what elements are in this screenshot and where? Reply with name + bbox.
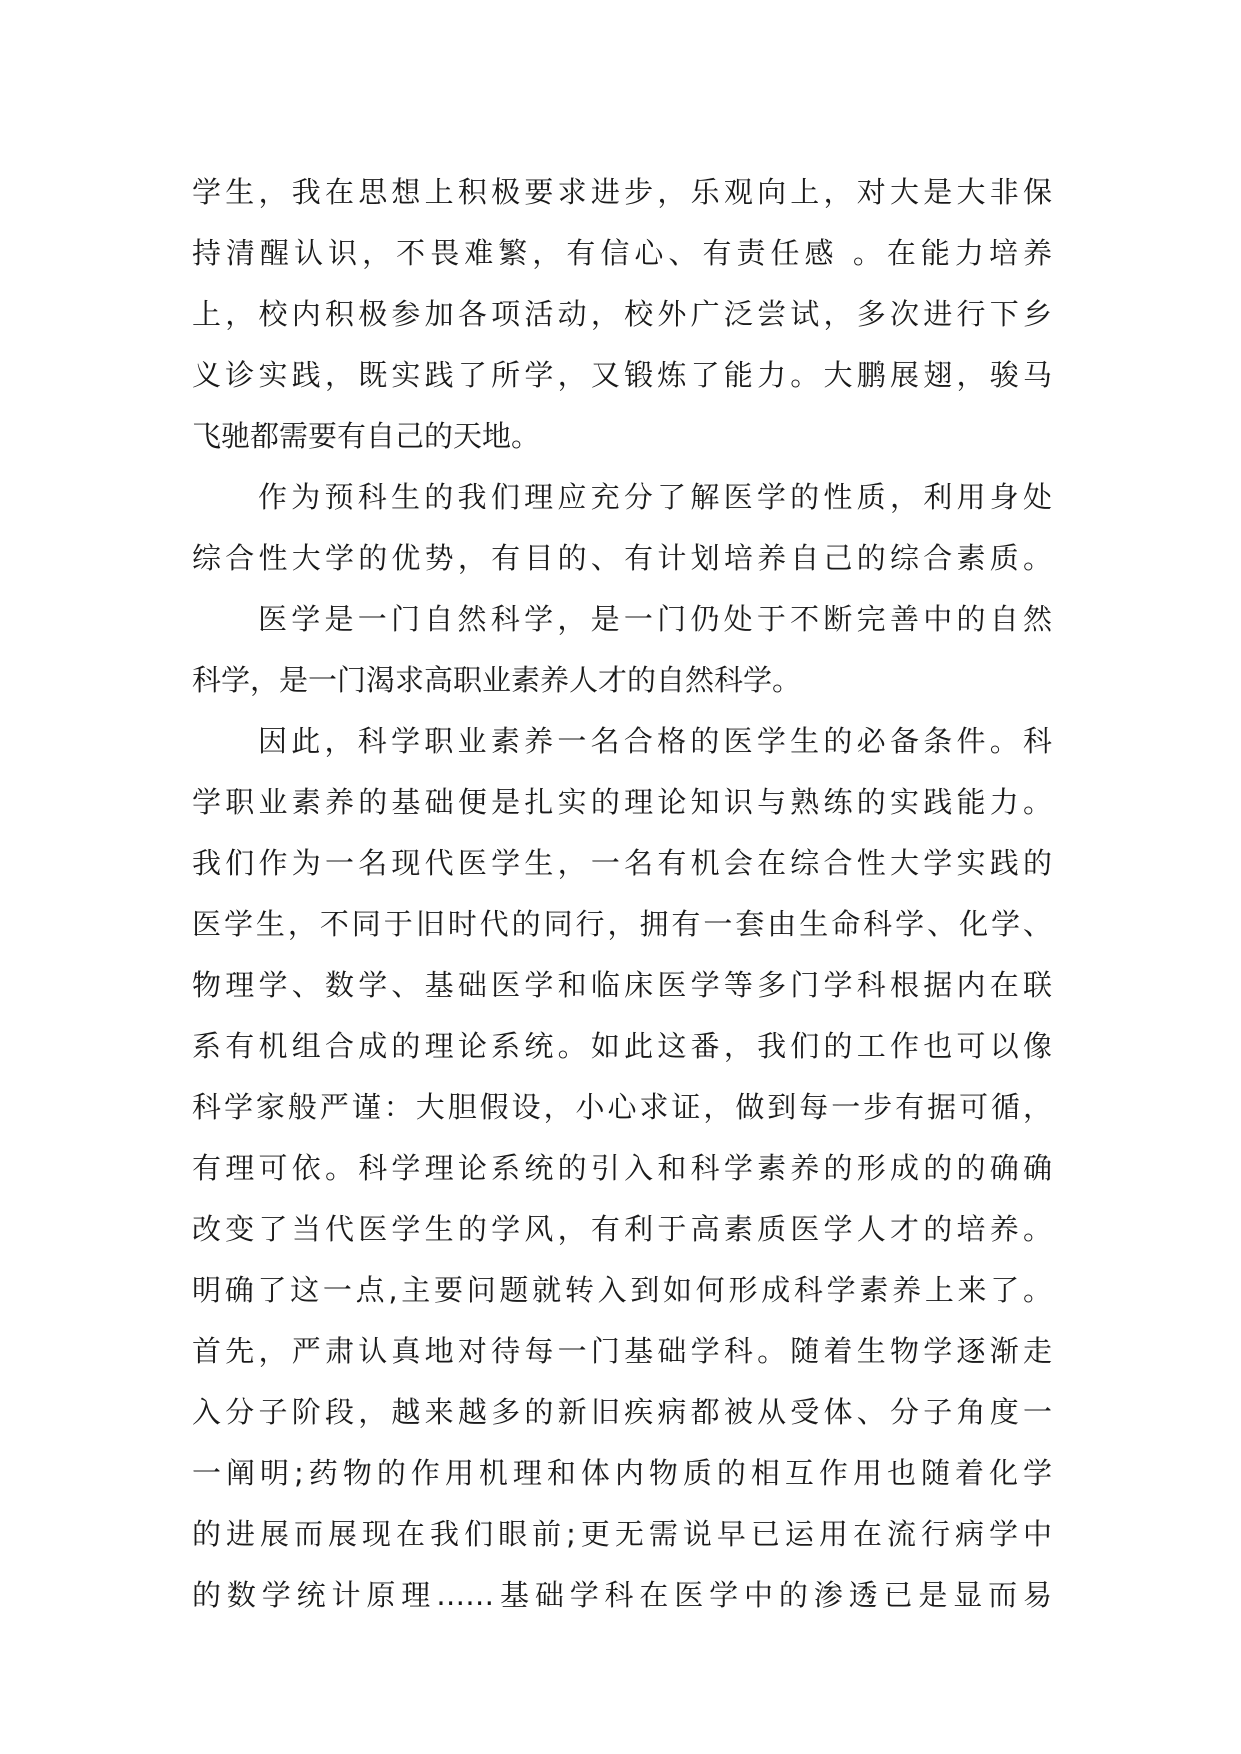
text-line: 入分子阶段，越来越多的新旧疾病都被从受体、分子角度一: [192, 1395, 1052, 1429]
text-line: 一阐明;药物的作用机理和体内物质的相互作用也随着化学: [192, 1456, 1052, 1490]
text-line: 的数学统计原理……基础学科在医学中的渗透已是显而易: [192, 1578, 1052, 1612]
text-line: 我们作为一名现代医学生，一名有机会在综合性大学实践的: [192, 846, 1052, 880]
text-line: 学生，我在思想上积极要求进步，乐观向上，对大是大非保: [192, 175, 1052, 209]
paragraph-start-line: 因此，科学职业素养一名合格的医学生的必备条件。科: [258, 724, 1052, 758]
paragraph-start-line: 医学是一门自然科学，是一门仍处于不断完善中的自然: [258, 602, 1052, 636]
document-body: [192, 162, 1052, 1626]
text-line: 学职业素养的基础便是扎实的理论知识与熟练的实践能力。: [192, 785, 1052, 819]
text-line: 系有机组合成的理论系统。如此这番，我们的工作也可以像: [192, 1029, 1052, 1063]
text-line: 科学，是一门渴求高职业素养人才的自然科学。: [192, 663, 802, 697]
text-line: 综合性大学的优势，有目的、有计划培养自己的综合素质。: [192, 541, 1052, 575]
text-line: 物理学、数学、基础医学和临床医学等多门学科根据内在联: [192, 968, 1052, 1002]
text-line: 上，校内积极参加各项活动，校外广泛尝试，多次进行下乡: [192, 297, 1052, 331]
text-line: 义诊实践，既实践了所学，又锻炼了能力。大鹏展翅，骏马: [192, 358, 1052, 392]
text-line: 持清醒认识，不畏难繁，有信心、有责任感 。在能力培养: [192, 236, 1052, 270]
text-line: 医学生，不同于旧时代的同行，拥有一套由生命科学、化学、: [192, 907, 1052, 941]
text-line: 有理可依。科学理论系统的引入和科学素养的形成的的确确: [192, 1151, 1052, 1185]
text-line: 飞驰都需要有自己的天地。: [192, 419, 541, 453]
text-line: 的进展而展现在我们眼前;更无需说早已运用在流行病学中: [192, 1517, 1052, 1551]
paragraph-start-line: 作为预科生的我们理应充分了解医学的性质，利用身处: [258, 480, 1052, 514]
text-line: 明确了这一点,主要问题就转入到如何形成科学素养上来了。: [192, 1273, 1052, 1307]
text-line: 科学家般严谨：大胆假设，小心求证，做到每一步有据可循，: [192, 1090, 1052, 1124]
text-line: 改变了当代医学生的学风，有利于高素质医学人才的培养。: [192, 1212, 1052, 1246]
text-line: 首先，严肃认真地对待每一门基础学科。随着生物学逐渐走: [192, 1334, 1052, 1368]
